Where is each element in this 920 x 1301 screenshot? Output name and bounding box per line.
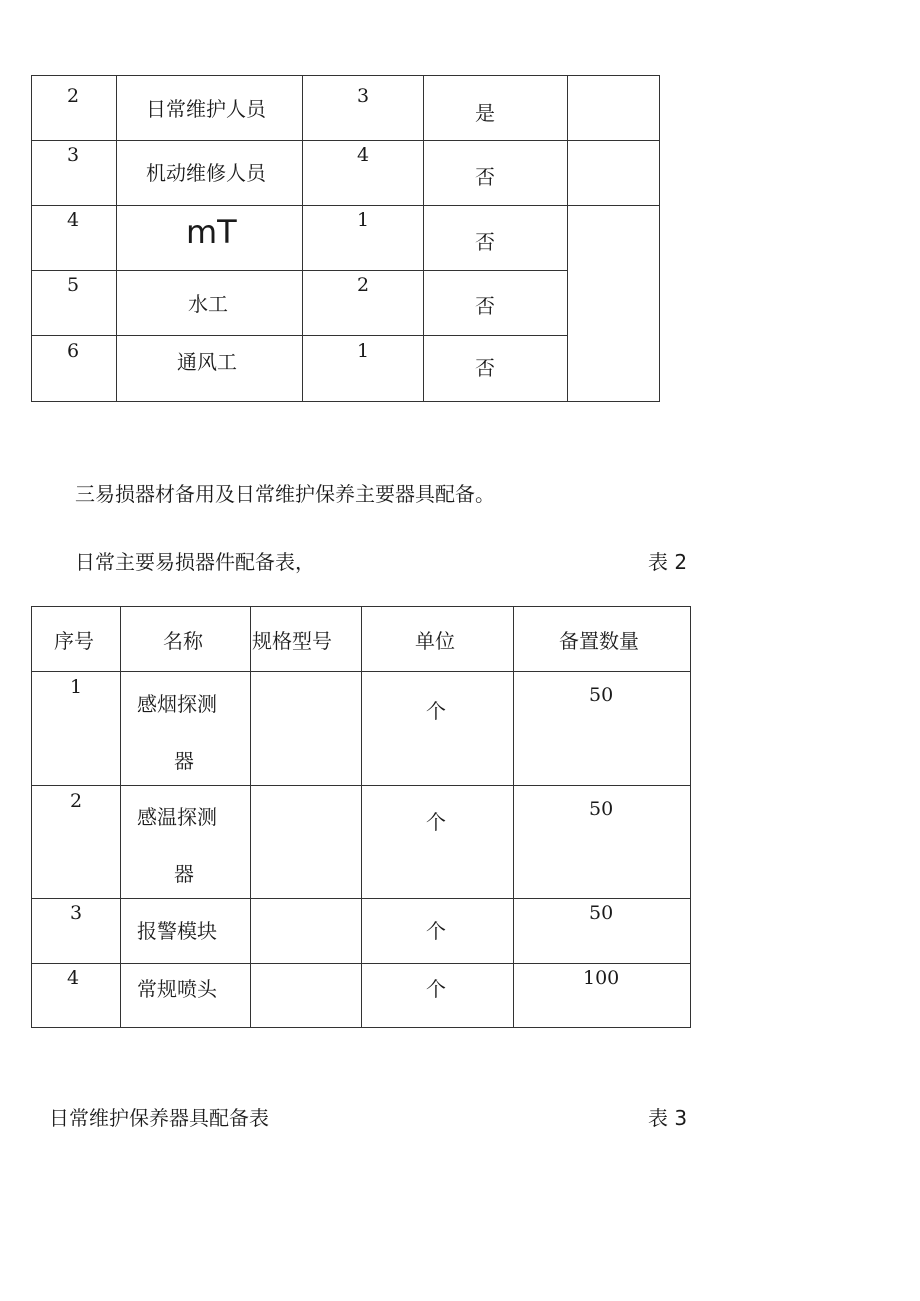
header-spec: 规格型号 bbox=[252, 629, 332, 653]
section-heading: 三易损器材备用及日常维护保养主要器具配备。 bbox=[75, 482, 495, 506]
col-divider bbox=[31, 606, 32, 1028]
row-number: 3 bbox=[70, 902, 83, 924]
flag-value: 否 bbox=[475, 294, 495, 318]
table-border-right bbox=[690, 606, 691, 1028]
flag-value: 否 bbox=[475, 165, 495, 189]
item-unit: 个 bbox=[426, 699, 446, 723]
table-border-right bbox=[659, 75, 660, 402]
item-quantity: 100 bbox=[583, 967, 620, 989]
col-divider bbox=[120, 606, 121, 1028]
row-number: 2 bbox=[70, 790, 83, 812]
col-divider bbox=[302, 75, 303, 402]
item-quantity: 50 bbox=[589, 902, 614, 924]
col-divider bbox=[116, 75, 117, 402]
table-border-bottom bbox=[31, 401, 660, 402]
col-divider bbox=[513, 606, 514, 1028]
col-divider bbox=[361, 606, 362, 1028]
staffing-table bbox=[31, 75, 660, 402]
role-name: 机动维修人员 bbox=[146, 161, 266, 185]
table2-label: 表 2 bbox=[648, 550, 688, 574]
row-number: 3 bbox=[67, 144, 80, 166]
header-name: 名称 bbox=[163, 629, 203, 653]
row-number: 1 bbox=[70, 676, 83, 698]
role-name: 日常维护人员 bbox=[146, 97, 266, 121]
item-name: 常规喷头 bbox=[137, 977, 217, 1001]
row-number: 2 bbox=[67, 85, 80, 107]
header-quantity: 备置数量 bbox=[559, 629, 639, 653]
item-quantity: 50 bbox=[589, 798, 614, 820]
item-name-cont: 器 bbox=[174, 749, 194, 773]
row-number: 4 bbox=[67, 209, 80, 231]
role-name: 通风工 bbox=[177, 350, 237, 374]
role-name: mT bbox=[186, 213, 237, 251]
staff-count: 1 bbox=[357, 340, 370, 362]
item-name: 感烟探测 bbox=[137, 692, 217, 716]
col-divider bbox=[567, 75, 568, 402]
spare-parts-table bbox=[31, 606, 691, 1028]
col-divider bbox=[31, 75, 32, 402]
staff-count: 3 bbox=[357, 85, 370, 107]
item-name: 报警模块 bbox=[137, 919, 217, 943]
row-divider bbox=[31, 335, 568, 336]
header-number: 序号 bbox=[54, 629, 94, 653]
table2-title: 日常主要易损器件配备表， bbox=[75, 550, 315, 574]
item-quantity: 50 bbox=[589, 684, 614, 706]
item-name-cont: 器 bbox=[174, 862, 194, 886]
row-number: 4 bbox=[67, 967, 80, 989]
item-unit: 个 bbox=[426, 810, 446, 834]
table3-label: 表 3 bbox=[648, 1106, 688, 1130]
col-divider bbox=[250, 606, 251, 1028]
staff-count: 2 bbox=[357, 274, 370, 296]
flag-value: 否 bbox=[475, 356, 495, 380]
flag-value: 是 bbox=[475, 101, 495, 125]
item-unit: 个 bbox=[426, 977, 446, 1001]
item-unit: 个 bbox=[426, 919, 446, 943]
table3-title: 日常维护保养器具配备表 bbox=[49, 1106, 269, 1130]
item-name: 感温探测 bbox=[137, 805, 217, 829]
col-divider bbox=[423, 75, 424, 402]
row-divider bbox=[31, 270, 568, 271]
row-divider bbox=[31, 205, 660, 206]
role-name: 水工 bbox=[188, 292, 228, 316]
staff-count: 4 bbox=[357, 144, 370, 166]
row-number: 6 bbox=[67, 340, 80, 362]
staff-count: 1 bbox=[357, 209, 370, 231]
row-divider bbox=[31, 140, 660, 141]
row-number: 5 bbox=[67, 274, 80, 296]
table-border-top bbox=[31, 75, 660, 76]
flag-value: 否 bbox=[475, 230, 495, 254]
header-unit: 单位 bbox=[415, 629, 455, 653]
